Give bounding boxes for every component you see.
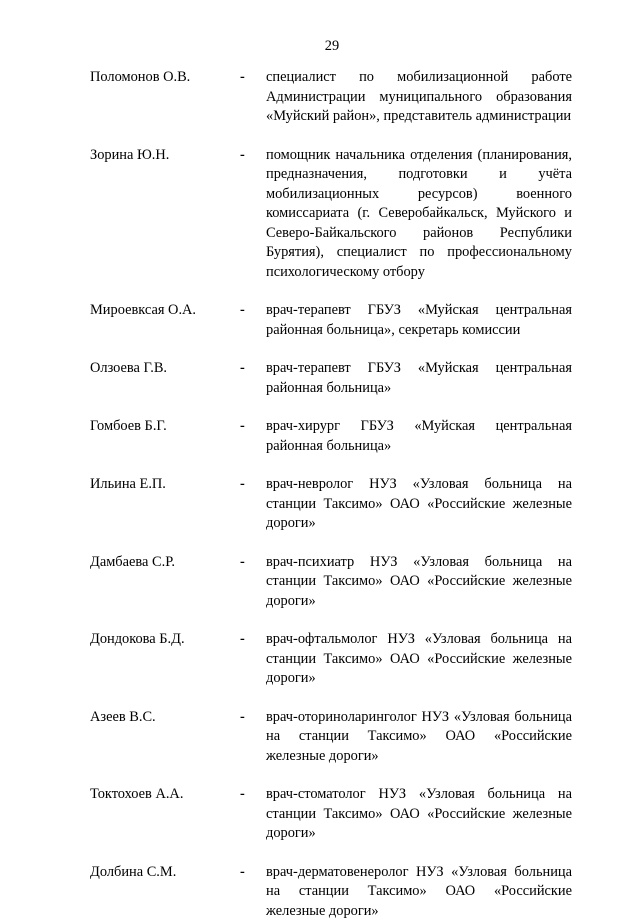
member-entry bbox=[90, 301, 572, 340]
member-entry bbox=[90, 708, 572, 767]
member-name: Дамбаева С.Р. bbox=[90, 553, 240, 573]
member-position: помощник начальника отделения (планирования, предназначения, подготовки и учёта мобилизационных ресурсов) военного комиссариата (г. Северобайкальск, Муйского и Северо-Байкальского районов Республики Бурятия), специалист по профессиональному психологическому отбору bbox=[266, 146, 572, 283]
member-name: Гомбоев Б.Г. bbox=[90, 417, 240, 437]
member-position: врач-стоматолог НУЗ «Узловая больница на станции Таксимо» ОАО «Российские железные дороги» bbox=[266, 785, 572, 844]
member-entry bbox=[90, 863, 572, 921]
member-name: Олзоева Г.В. bbox=[90, 359, 240, 379]
member-entry bbox=[90, 417, 572, 456]
member-entry bbox=[90, 785, 572, 844]
member-position: врач-офтальмолог НУЗ «Узловая больница на станции Таксимо» ОАО «Российские железные дороги» bbox=[266, 630, 572, 689]
member-position: врач-дерматовенеролог НУЗ «Узловая больница на станции Таксимо» ОАО «Российские железные дороги» bbox=[266, 863, 572, 921]
dash-separator: - bbox=[240, 708, 266, 728]
member-position: специалист по мобилизационной работе Администрации муниципального образования «Муйский район», представитель администрации bbox=[266, 68, 572, 127]
dash-separator: - bbox=[240, 475, 266, 495]
member-name: Дондокова Б.Д. bbox=[90, 630, 240, 650]
dash-separator: - bbox=[240, 863, 266, 883]
member-name: Азеев В.С. bbox=[90, 708, 240, 728]
member-position: врач-терапевт ГБУЗ «Муйская центральная районная больница» bbox=[266, 359, 572, 398]
member-name: Мироевксая О.А. bbox=[90, 301, 240, 321]
dash-separator: - bbox=[240, 146, 266, 166]
page-number: 29 bbox=[12, 38, 640, 55]
member-position: врач-хирург ГБУЗ «Муйская центральная районная больница» bbox=[266, 417, 572, 456]
commission-member-list bbox=[90, 68, 572, 921]
member-entry bbox=[90, 359, 572, 398]
member-name: Ильина Е.П. bbox=[90, 475, 240, 495]
member-entry bbox=[90, 68, 572, 127]
dash-separator: - bbox=[240, 785, 266, 805]
member-name: Поломонов О.В. bbox=[90, 68, 240, 88]
member-entry bbox=[90, 475, 572, 534]
member-entry bbox=[90, 630, 572, 689]
dash-separator: - bbox=[240, 553, 266, 573]
dash-separator: - bbox=[240, 630, 266, 650]
member-name: Токтохоев А.А. bbox=[90, 785, 240, 805]
dash-separator: - bbox=[240, 417, 266, 437]
member-name: Долбина С.М. bbox=[90, 863, 240, 883]
dash-separator: - bbox=[240, 68, 266, 88]
member-entry bbox=[90, 146, 572, 283]
member-position: врач-оториноларинголог НУЗ «Узловая больница на станции Таксимо» ОАО «Российские железные дороги» bbox=[266, 708, 572, 767]
dash-separator: - bbox=[240, 301, 266, 321]
member-position: врач-невролог НУЗ «Узловая больница на станции Таксимо» ОАО «Российские железные дороги» bbox=[266, 475, 572, 534]
member-name: Зорина Ю.Н. bbox=[90, 146, 240, 166]
member-entry bbox=[90, 553, 572, 612]
member-position: врач-психиатр НУЗ «Узловая больница на станции Таксимо» ОАО «Российские железные дороги» bbox=[266, 553, 572, 612]
member-position: врач-терапевт ГБУЗ «Муйская центральная районная больница», секретарь комиссии bbox=[266, 301, 572, 340]
dash-separator: - bbox=[240, 359, 266, 379]
